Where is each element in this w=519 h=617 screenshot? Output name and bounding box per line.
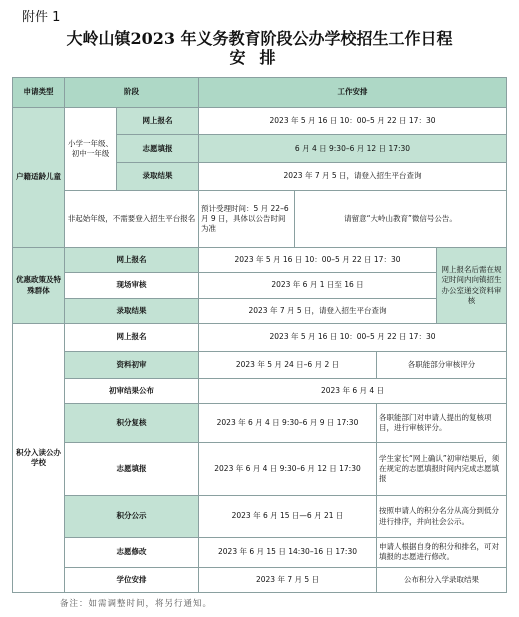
table-row — [13, 190, 507, 247]
table-row — [13, 379, 507, 404]
time-cell: 2023 年 5 月 24 日–6 月 2 日 — [199, 351, 377, 379]
work-cell: 6 月 4 日 9:30–6 月 12 日 17:30 — [199, 135, 507, 163]
non-start-notice: 请留意“大岭山教育”微信号公告。 — [295, 190, 507, 247]
table-row — [13, 567, 507, 592]
attachment-label: 附件 1 — [22, 10, 61, 25]
stage-cell: 资料初审 — [65, 351, 199, 379]
detail-cell: 按照申请人的积分名分从高分到低分进行排序，并向社会公示。 — [377, 496, 507, 537]
stage-cell: 积分公示 — [65, 496, 199, 537]
table-row — [13, 323, 507, 351]
table-row — [13, 351, 507, 379]
footnote: 备注：如需调整时间，将另行通知。 — [60, 599, 213, 609]
document-title: 大岭山镇2023 年义务教育阶段公办学校招生工作日程 — [66, 29, 453, 48]
time-cell: 2023 年 7 月 5 日 — [199, 567, 377, 592]
work-cell: 2023 年 6 月 1 日至 16 日 — [199, 273, 437, 298]
stage-cell: 初审结果公布 — [65, 379, 199, 404]
stage-cell: 志愿填报 — [117, 135, 199, 163]
detail-cell: 公布积分入学录取结果 — [377, 567, 507, 592]
type-household: 户籍适龄儿童 — [13, 107, 65, 247]
work-cell: 2023 年 7 月 5 日，请登入招生平台查询 — [199, 163, 507, 191]
work-cell: 2023 年 7 月 5 日，请登入招生平台查询 — [199, 298, 437, 323]
table-header-row — [13, 78, 507, 108]
stage-cell: 学位安排 — [65, 567, 199, 592]
table-row — [13, 273, 507, 298]
work-cell: 2023 年 5 月 16 日 10：00–5 月 22 日 17：30 — [199, 107, 507, 135]
header-stage: 阶段 — [65, 78, 199, 108]
detail-cell: 各职能部分审核评分 — [377, 351, 507, 379]
work-cell: 2023 年 6 月 4 日 — [199, 379, 507, 404]
table-row — [13, 443, 507, 496]
stage-cell: 网上报名 — [65, 248, 199, 273]
non-start-stage: 非起始年级，不需要登入招生平台报名 — [65, 190, 199, 247]
table-row — [13, 537, 507, 567]
time-cell: 2023 年 6 月 4 日 9:30–6 月 9 日 17:30 — [199, 404, 377, 443]
stage-cell: 录取结果 — [117, 163, 199, 191]
detail-cell: 学生家长“网上确认”初审结果后，须在规定的志愿填报时间内完成志愿填报 — [377, 443, 507, 496]
non-start-time: 预计受理时间：5 月 22–6 月 9 日，具体以公告时间为准 — [199, 190, 295, 247]
time-cell: 2023 年 6 月 15 日 14:30–16 日 17:30 — [199, 537, 377, 567]
stage-cell: 网上报名 — [65, 323, 199, 351]
detail-cell: 申请人根据自身的积分和排名，可对填报的志愿进行修改。 — [377, 537, 507, 567]
document-title-line2: 安排 — [229, 48, 290, 67]
header-work: 工作安排 — [199, 78, 507, 108]
stage-cell: 现场审核 — [65, 273, 199, 298]
subgroup-grade: 小学一年级、初中一年级 — [65, 107, 117, 190]
time-cell: 2023 年 6 月 4 日 9:30–6 月 12 日 17:30 — [199, 443, 377, 496]
stage-cell: 网上报名 — [117, 107, 199, 135]
table-row — [13, 107, 507, 135]
schedule-table — [12, 77, 507, 593]
table-row — [13, 496, 507, 537]
table-row — [13, 298, 507, 323]
header-type: 申请类型 — [13, 78, 65, 108]
stage-cell: 志愿修改 — [65, 537, 199, 567]
stage-cell: 录取结果 — [65, 298, 199, 323]
detail-cell: 各职能部门对申请人提出的复核项目，进行审核评分。 — [377, 404, 507, 443]
work-cell: 2023 年 5 月 16 日 10：00–5 月 22 日 17：30 — [199, 323, 507, 351]
special-side-note: 网上报名后需在规定时间内向镇招生办公室递交资料审核 — [437, 248, 507, 324]
table-row — [13, 248, 507, 273]
type-points: 积分入读公办学校 — [13, 323, 65, 592]
time-cell: 2023 年 6 月 15 日—6 月 21 日 — [199, 496, 377, 537]
table-row — [13, 404, 507, 443]
stage-cell: 积分复核 — [65, 404, 199, 443]
type-special: 优惠政策及特殊群体 — [13, 248, 65, 324]
work-cell: 2023 年 5 月 16 日 10：00–5 月 22 日 17：30 — [199, 248, 437, 273]
stage-cell: 志愿填报 — [65, 443, 199, 496]
